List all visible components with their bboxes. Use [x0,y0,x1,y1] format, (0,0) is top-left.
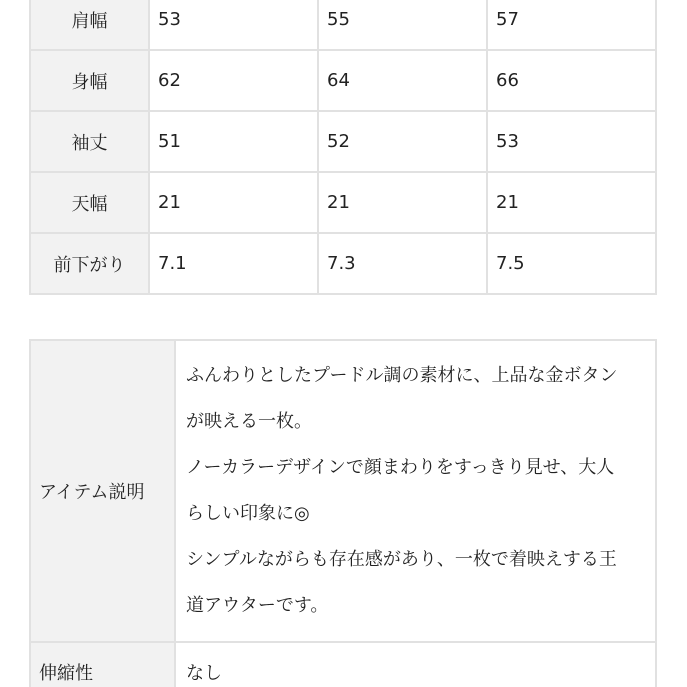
description-line: シンプルながらも存在感があり、一枚で着映えする王 [186,549,617,570]
size-value: 51 [149,111,318,172]
size-row-neck-width [30,172,656,233]
size-value: 7.1 [149,233,318,294]
row-label: 天幅 [30,172,149,233]
item-description-text [175,340,656,642]
size-row-shoulder [30,0,656,50]
size-table [29,0,657,295]
item-description-row [30,340,656,642]
stretch-value: なし [175,642,656,687]
size-value: 62 [149,50,318,111]
size-row-front-drop [30,233,656,294]
size-value: 66 [487,50,656,111]
size-value: 64 [318,50,487,111]
description-line: 道アウターです。 [186,595,329,616]
size-row-width [30,50,656,111]
row-label: 肩幅 [30,0,149,50]
stretch-label: 伸縮性 [30,642,175,687]
details-table [29,339,657,687]
size-value: 21 [487,172,656,233]
item-description-label: アイテム説明 [30,340,175,642]
description-line: が映える一枚。 [186,411,312,432]
size-value: 53 [149,0,318,50]
size-value: 52 [318,111,487,172]
row-label: 袖丈 [30,111,149,172]
size-value: 55 [318,0,487,50]
row-label: 前下がり [30,233,149,294]
description-line: らしい印象に◎ [186,503,310,524]
size-value: 57 [487,0,656,50]
size-value: 7.5 [487,233,656,294]
size-value: 7.3 [318,233,487,294]
description-line: ノーカラーデザインで顔まわりをすっきり見せ、大人 [186,457,615,478]
size-row-sleeve [30,111,656,172]
size-value: 21 [149,172,318,233]
row-label: 身幅 [30,50,149,111]
size-value: 21 [318,172,487,233]
description-line: ふんわりとしたプードル調の素材に、上品な金ボタン [186,365,618,386]
stretch-row [30,642,656,687]
size-value: 53 [487,111,656,172]
